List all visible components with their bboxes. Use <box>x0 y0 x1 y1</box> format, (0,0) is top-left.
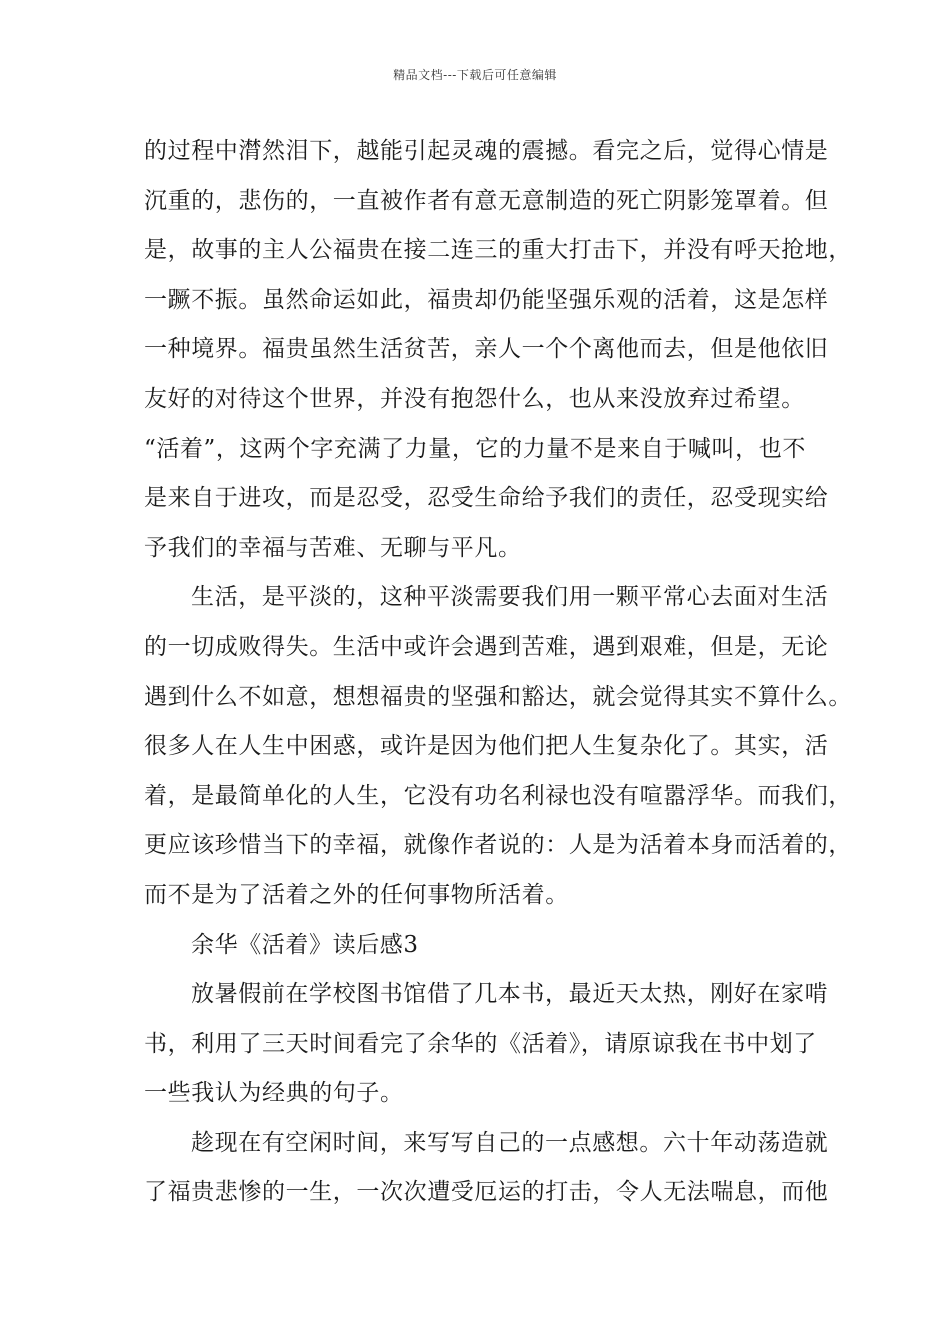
text-line: 着，是最简单化的人生，它没有功名利禄也没有喧嚣浮华。而我们， <box>144 782 852 809</box>
text-line: 放暑假前在学校图书馆借了几本书，最近天太热，刚好在家啃 <box>191 981 829 1008</box>
text-line: 一种境界。福贵虽然生活贫苦，亲人一个个离他而去，但是他依旧 <box>144 336 829 363</box>
text-line: 更应该珍惜当下的幸福，就像作者说的：人是为活着本身而活着的， <box>144 832 852 859</box>
document-body <box>144 127 852 1218</box>
text-line: 是来自于进攻，而是忍受，忍受生命给予我们的责任，忍受现实给 <box>144 485 829 512</box>
text-line: 了福贵悲惨的一生，一次次遭受厄运的打击，令人无法喘息，而他 <box>144 1179 829 1206</box>
text-line: 是，故事的主人公福贵在接二连三的重大打击下，并没有呼天抢地， <box>144 237 852 264</box>
text-line: 予我们的幸福与苦难、无聊与平凡。 <box>144 534 522 561</box>
text-line: “活着”，这两个字充满了力量，它的力量不是来自于喊叫，也不 <box>144 435 806 462</box>
page-header: 精品文档---下载后可任意编辑 <box>393 68 557 82</box>
text-line: 很多人在人生中困惑，或许是因为他们把人生复杂化了。其实，活 <box>144 733 829 760</box>
text-line: 友好的对待这个世界，并没有抱怨什么，也从来没放弃过希望。 <box>144 385 805 412</box>
text-line: 趁现在有空闲时间，来写写自己的一点感想。六十年动荡造就 <box>191 1129 829 1156</box>
text-line: 沉重的，悲伤的，一直被作者有意无意制造的死亡阴影笼罩着。但 <box>144 187 829 214</box>
text-line: 一蹶不振。虽然命运如此，福贵却仍能坚强乐观的活着，这是怎样 <box>144 286 829 313</box>
text-line: 而不是为了活着之外的任何事物所活着。 <box>144 881 569 908</box>
text-line: 书，利用了三天时间看完了余华的《活着》，请原谅我在书中划了 <box>144 1030 817 1057</box>
text-line: 一些我认为经典的句子。 <box>144 1080 404 1107</box>
text-line: 遇到什么不如意，想想福贵的坚强和豁达，就会觉得其实不算什么。 <box>144 683 852 710</box>
text-line: 生活，是平淡的，这种平淡需要我们用一颗平常心去面对生活 <box>191 584 829 611</box>
text-line: 的过程中潸然泪下，越能引起灵魂的震撼。看完之后，觉得心情是 <box>144 138 829 164</box>
text-line: 的一切成败得失。生活中或许会遇到苦难，遇到艰难，但是，无论 <box>144 633 829 660</box>
text-line: 余华《活着》读后感3 <box>191 931 419 958</box>
